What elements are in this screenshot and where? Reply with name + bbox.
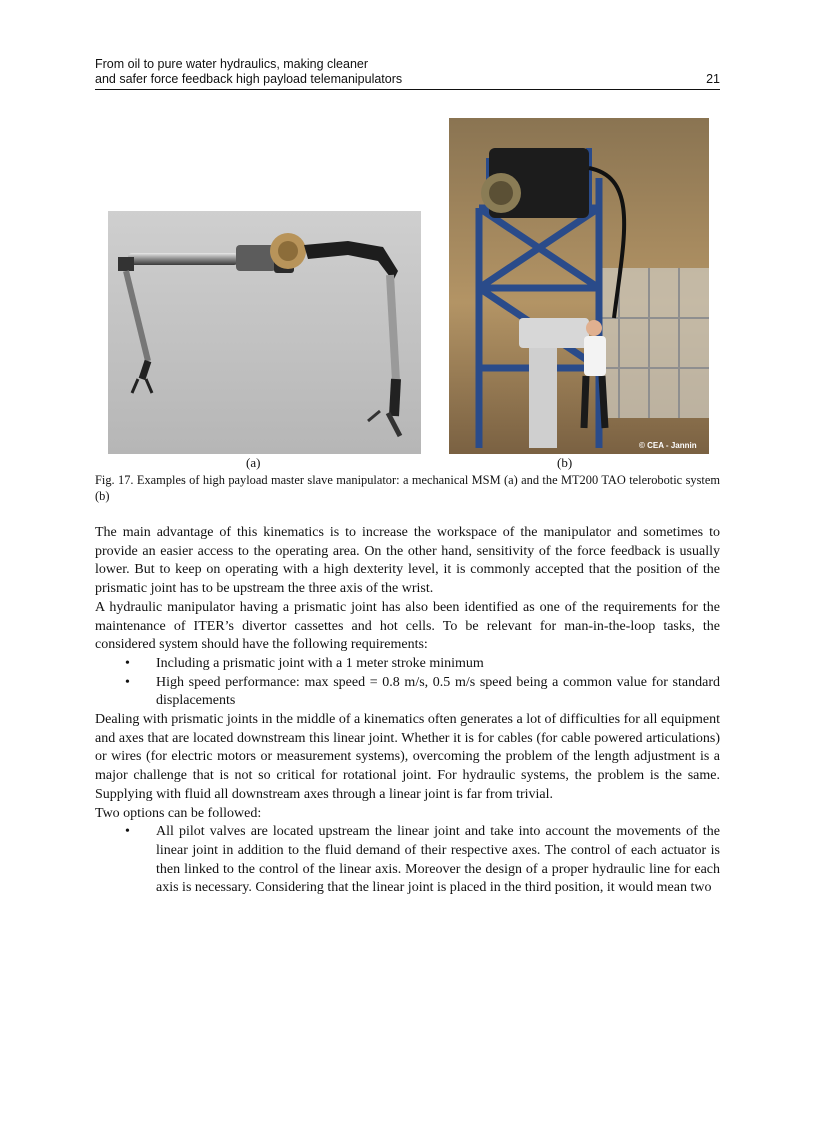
- page-number: 21: [706, 72, 720, 86]
- paragraph-2: A hydraulic manipulator having a prismatic joint has also been identified as one of the requirements for the maintenance of ITER’s divertor cassettes and hot cells. To be relevant for man-in-the-loop tasks, the considered system should have the following requirements:: [95, 599, 720, 653]
- options-list: [95, 823, 720, 898]
- list-item: • High speed performance: max speed = 0.8 m/s, 0.5 m/s speed being a common value for standard displacements: [125, 674, 720, 709]
- header-rule: [95, 89, 720, 90]
- paragraph-1: The main advantage of this kinematics is to increase the workspace of the manipulator and sometimes to provide an easier access to the operating area. On the other hand, sensitivity of the force feedback is usually lower. But to keep on operating with a high dexterity level, it is commonly accepted that the position of the prismatic joint has to be upstream the three axis of the wrist.: [95, 525, 720, 597]
- figure-caption: Fig. 17. Examples of high payload master slave manipulator: a mechanical MSM (a) and the MT200 TAO telerobotic system (b): [95, 473, 720, 503]
- paragraph-3: Dealing with prismatic joints in the middle of a kinematics often generates a lot of difficulties for all equipment and axes that are located downstream this linear joint. Whether it is for cables (for cable powered articulations) or wires (for electric motors or measurement systems), overcoming the problem of the length adjustment is a major challenge that is not so critical for rotational joint. For hydraulic systems, the problem is the same. Supplying with fluid all downstream axes through a linear joint is far from trivial.: [95, 712, 720, 802]
- paragraph-4: Two options can be followed:: [95, 805, 262, 821]
- header-title-line1: From oil to pure water hydraulics, making cleaner: [95, 57, 369, 71]
- figure-b-photo: [449, 118, 709, 454]
- requirements-list: [95, 655, 720, 711]
- figure-label-b: (b): [557, 455, 573, 470]
- header-title-line2: and safer force feedback high payload telemanipulators: [95, 72, 403, 86]
- body-text: [95, 524, 720, 898]
- running-header: [95, 57, 720, 87]
- list-item: • All pilot valves are located upstream the linear joint and take into account the movements of the linear joint in addition to the fluid demand of their respective axes. The control of each actuator is then linked to the control of the linear axis. Moreover the design of a proper hydraulic line for each axis is necessary. Considering that the linear joint is placed in the third position, it would mean two: [125, 824, 720, 896]
- figure-a-photo: [108, 211, 421, 454]
- list-item: • Including a prismatic joint with a 1 meter stroke minimum: [125, 655, 484, 671]
- photo-credit: © CEA - Jannin: [639, 441, 697, 450]
- figure-label-a: (a): [246, 455, 261, 470]
